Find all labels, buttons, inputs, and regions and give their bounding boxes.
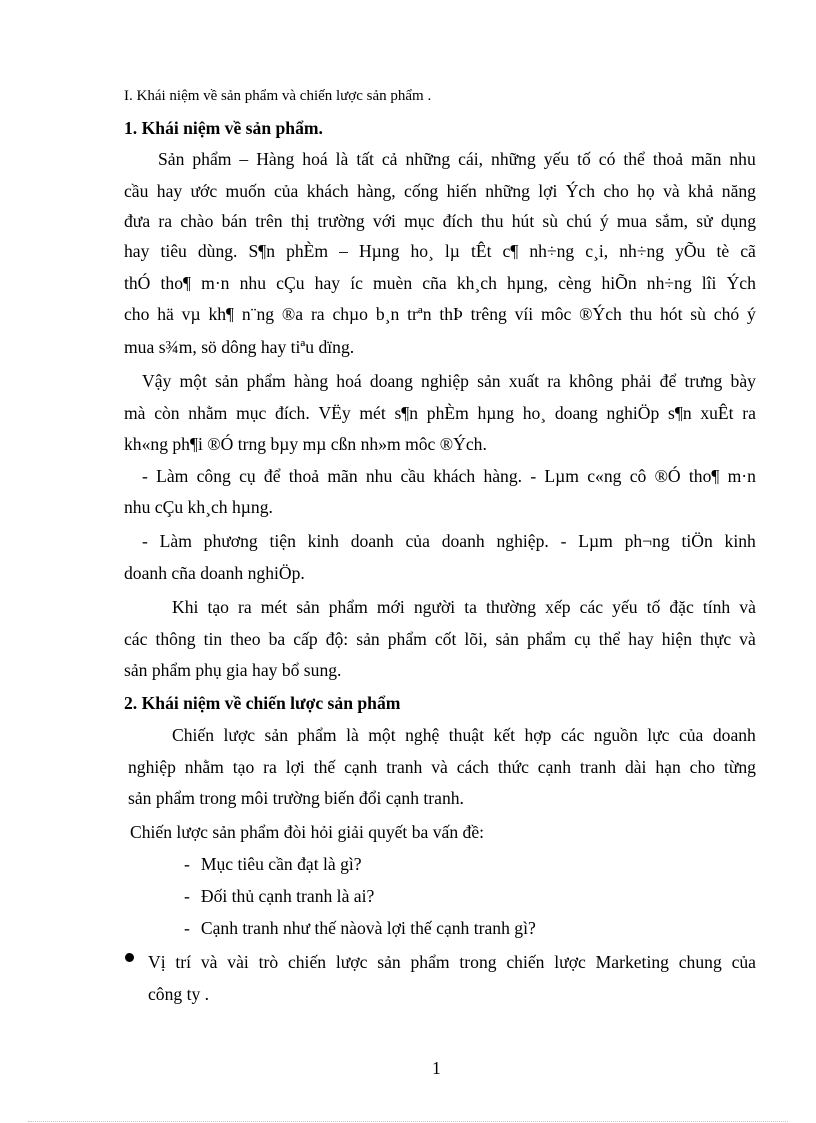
word: những — [485, 181, 530, 201]
word: phẩm — [387, 629, 427, 649]
word: nh÷ng — [529, 241, 575, 261]
word: phẩm — [526, 629, 567, 649]
word: cạnh — [344, 757, 378, 777]
word: tất — [356, 149, 374, 169]
word: - — [142, 466, 148, 486]
word: ra — [742, 403, 756, 423]
word: c¸i, — [585, 241, 609, 261]
word: là — [335, 149, 349, 169]
word: m·n — [201, 273, 230, 293]
word: sản — [377, 952, 401, 972]
word: VËy — [318, 403, 351, 423]
word: hiến — [446, 181, 477, 201]
word: nghiệp — [421, 371, 469, 391]
word: đích — [442, 211, 473, 231]
dash-item-3: - Cạnh tranh như thế nàovà lợi thế cạnh tranh gì? — [184, 918, 536, 938]
word: trưng — [684, 371, 723, 391]
word: thoả — [288, 466, 320, 486]
word: và — [200, 952, 218, 972]
word: cách — [456, 757, 489, 777]
word: lợi — [285, 757, 305, 777]
word: cạnh — [537, 757, 572, 777]
dash-item-1: - Mục tiêu cần đạt là gì? — [184, 854, 362, 874]
word: hoá — [336, 371, 362, 391]
word: sử — [696, 211, 713, 231]
word: thoả — [652, 149, 684, 169]
p3-line-2: nhu cÇu kh¸ch hµng. — [124, 497, 273, 517]
word: ra — [158, 211, 173, 231]
word: phẩm — [328, 597, 368, 617]
word: n¨ng — [241, 304, 275, 324]
word: để — [263, 466, 281, 486]
word: Chiến — [172, 725, 215, 745]
word: kết — [493, 725, 515, 745]
word: Hµng — [358, 241, 400, 261]
word: ý — [599, 211, 609, 231]
word: của — [273, 181, 299, 201]
word: cho — [124, 304, 150, 324]
word: cho — [689, 757, 716, 777]
word: yếu — [612, 597, 638, 617]
word: sù — [690, 304, 706, 324]
word: tÊt — [470, 241, 492, 261]
dash-marker: - — [184, 918, 190, 938]
word: Ých — [726, 273, 756, 293]
word: chiến — [506, 952, 545, 972]
word: đặc — [669, 597, 694, 617]
word: hút — [511, 211, 535, 231]
word: của — [405, 531, 430, 551]
word: và — [739, 597, 756, 617]
word: Ých — [565, 181, 596, 201]
word: trêng — [470, 304, 507, 324]
word: chung — [678, 952, 722, 972]
word: nguồn — [593, 725, 638, 745]
word: những — [405, 149, 451, 169]
word: sản — [356, 629, 380, 649]
section-2-title: 2. Khái niệm về chiến lược sản phẩm — [124, 693, 401, 713]
word: hàng, — [357, 181, 396, 201]
word: sản — [495, 629, 519, 649]
word: một — [368, 725, 396, 745]
word: của — [731, 952, 756, 972]
word: lîi — [701, 273, 717, 293]
word: bày — [730, 371, 756, 391]
word: tạo — [232, 757, 255, 777]
p1-line-2 — [124, 180, 756, 202]
word: Marketing — [595, 952, 669, 972]
word: lực — [647, 725, 670, 745]
word: thường — [485, 597, 537, 617]
word: nghiÖp — [606, 403, 660, 423]
word: c«ng — [587, 466, 622, 486]
word: m·n — [727, 466, 756, 486]
word: người — [413, 597, 456, 617]
word: sản — [477, 371, 501, 391]
word: dài — [624, 757, 647, 777]
word: thức — [497, 757, 529, 777]
word: thể — [598, 629, 621, 649]
word: S¶n — [248, 241, 276, 261]
word: với — [372, 211, 396, 231]
word: kh¸ch — [456, 273, 497, 293]
word: chào — [180, 211, 214, 231]
word: thể — [623, 149, 645, 169]
word: sắm, — [655, 211, 689, 231]
word: hay — [156, 181, 183, 201]
word: lược — [335, 952, 368, 972]
word: dùng. — [197, 241, 238, 261]
word: và — [663, 181, 680, 201]
word: tố — [646, 597, 661, 617]
word: thị — [290, 211, 310, 231]
word: phải — [621, 371, 652, 391]
word: khách — [433, 466, 476, 486]
word: sản — [215, 371, 239, 391]
word: mới — [376, 597, 405, 617]
word: thu — [629, 304, 653, 324]
word: công — [196, 466, 231, 486]
word: s¶n — [394, 403, 419, 423]
word: tho¶ — [160, 273, 191, 293]
word: phÈm — [286, 241, 329, 261]
word: hàng — [293, 371, 329, 391]
word: cô — [629, 466, 647, 486]
word: thông — [155, 629, 196, 649]
word: nhu — [239, 273, 267, 293]
word: ho¸ — [522, 403, 547, 423]
p3-line-1 — [142, 465, 756, 487]
section-heading: I. Khái niệm về sản phẩm và chiến lược sản phẩm . — [124, 88, 432, 104]
word: thÞ — [439, 304, 463, 324]
word: trªn — [407, 304, 432, 324]
word: - — [530, 466, 537, 486]
word: bán — [221, 211, 248, 231]
word: muèn — [373, 273, 413, 293]
word: nghiệp — [128, 757, 176, 777]
word: Làm — [159, 531, 192, 551]
word: từng — [723, 757, 756, 777]
p5-line-3: sản phẩm phụ gia hay bổ sung. — [124, 660, 342, 680]
word: sản — [296, 597, 320, 617]
word: ph¬ng — [624, 531, 670, 551]
dash-marker: - — [184, 854, 190, 874]
word: tiêu — [160, 241, 187, 261]
word: cái, — [458, 149, 484, 169]
p2-line-1 — [142, 370, 756, 392]
word: vµ — [181, 304, 201, 324]
word: cụ — [574, 629, 591, 649]
word: doang — [554, 403, 598, 423]
word: môc — [541, 304, 572, 324]
p1-line-1 — [158, 148, 756, 170]
word: chú — [566, 211, 592, 231]
word: s¶n — [668, 403, 692, 423]
page-bottom-divider — [28, 1121, 788, 1122]
word: lược — [554, 952, 586, 972]
word: và — [431, 757, 448, 777]
word: để — [659, 371, 677, 391]
word: - — [560, 531, 567, 551]
word: Vị — [148, 952, 166, 972]
word: mục — [236, 403, 267, 423]
word: tho¶ — [688, 466, 720, 486]
p2-line-3: kh«ng ph¶i ®Ó trng bµy mµ cßn nh»m môc ®Ých. — [124, 434, 487, 454]
word: tranh — [386, 757, 423, 777]
word: cèng — [558, 273, 592, 293]
word: kh¶ — [208, 304, 235, 324]
word: – — [239, 149, 249, 169]
word: còn — [154, 403, 180, 423]
word: ®Ó — [654, 466, 681, 486]
word: nh÷ng — [646, 273, 692, 293]
word: phẩm — [246, 371, 286, 391]
word: cầu — [124, 181, 149, 201]
word: đưa — [124, 211, 151, 231]
p2-line-2 — [124, 402, 756, 424]
word: b¸n — [375, 304, 400, 324]
word: mét — [260, 597, 288, 617]
word: íc — [350, 273, 363, 293]
word: kinh — [307, 531, 339, 551]
word: ra — [263, 757, 277, 777]
word: năng — [721, 181, 756, 201]
word: xuất — [508, 371, 540, 391]
word: tè — [716, 241, 730, 261]
word: hiÕn — [601, 273, 637, 293]
word: độ: — [325, 629, 349, 649]
word: doang — [369, 371, 413, 391]
word: ý — [747, 304, 756, 324]
word: doanh — [441, 531, 485, 551]
word: lµ — [444, 241, 460, 261]
p1-line-7: mua s¾m, sö dông hay tiªu dïng. — [124, 337, 355, 357]
word: kinh — [724, 531, 756, 551]
word: phẩm — [192, 149, 232, 169]
word: phương — [203, 531, 258, 551]
word: hót — [659, 304, 683, 324]
word: ra — [310, 304, 325, 324]
word: Vậy — [142, 371, 172, 391]
word: ra — [547, 371, 561, 391]
word: ®a — [281, 304, 304, 324]
word: các — [560, 725, 585, 745]
word: cấp — [293, 629, 318, 649]
dash-marker: - — [184, 886, 190, 906]
p4-line-1 — [142, 530, 756, 552]
word: vài — [227, 952, 249, 972]
word: yÕu — [675, 241, 706, 261]
word: yếu — [543, 149, 570, 169]
word: thực — [700, 629, 732, 649]
word: ước — [190, 181, 218, 201]
word: hµng, — [507, 273, 548, 293]
word: trong — [459, 952, 497, 972]
p6-line-2 — [128, 756, 756, 778]
word: thu — [481, 211, 504, 231]
word: cho — [603, 181, 629, 201]
word: mà — [124, 403, 146, 423]
word: trí — [175, 952, 192, 972]
word: hiện — [661, 629, 693, 649]
word: dụng — [720, 211, 756, 231]
word: lõi, — [464, 629, 488, 649]
word: cốt — [434, 629, 457, 649]
word: Hàng — [256, 149, 295, 169]
word: doanh — [712, 725, 756, 745]
word: chiến — [287, 952, 327, 972]
word: nhằm — [184, 757, 224, 777]
word: Làm — [156, 466, 189, 486]
word: tiÖn — [681, 531, 713, 551]
word: cã — [740, 241, 756, 261]
word: những — [491, 149, 536, 169]
word: doanh — [350, 531, 394, 551]
word: muốn — [225, 181, 266, 201]
word: c¶ — [502, 241, 519, 261]
word: nhằm — [188, 403, 228, 423]
word: Sản — [158, 149, 185, 169]
word: cÇu — [276, 273, 305, 293]
p4-line-2: doanh cña doanh nghiÖp. — [124, 563, 305, 583]
word: tin — [203, 629, 223, 649]
word: mua — [616, 211, 648, 231]
word: trò — [258, 952, 279, 972]
word: khách — [306, 181, 349, 201]
word: hàng. — [483, 466, 523, 486]
word: cụ — [239, 466, 256, 486]
word: và — [739, 629, 756, 649]
word: khả — [688, 181, 714, 201]
p6-line-1 — [172, 724, 756, 746]
word: hạn — [655, 757, 681, 777]
word: là — [346, 725, 359, 745]
word: của — [678, 725, 704, 745]
p1-line-4 — [124, 240, 756, 262]
word: nh÷ng — [619, 241, 665, 261]
word: thế — [313, 757, 336, 777]
word: xuÊt — [700, 403, 734, 423]
word: sản — [264, 725, 288, 745]
word: ba — [268, 629, 286, 649]
word: víi — [514, 304, 534, 324]
word: nhu — [729, 149, 756, 169]
word: hợp — [524, 725, 552, 745]
word: họ — [637, 181, 655, 201]
word: thÓ — [124, 273, 151, 293]
word: xếp — [545, 597, 571, 617]
word: tiện — [269, 531, 296, 551]
word: trên — [255, 211, 283, 231]
word: – — [339, 241, 348, 261]
word: hµng — [477, 403, 515, 423]
word: ra — [238, 597, 252, 617]
word: cống — [404, 181, 439, 201]
word: nghệ — [405, 725, 440, 745]
word: hä — [157, 304, 174, 324]
bullet-line-2: công ty . — [148, 984, 210, 1004]
word: phÈm — [426, 403, 469, 423]
bullet-line-1 — [148, 951, 756, 973]
word: lợi — [538, 181, 558, 201]
bullet-icon — [125, 953, 134, 962]
word: tranh — [579, 757, 617, 777]
word: ta — [464, 597, 477, 617]
word: hoá — [302, 149, 328, 169]
p6-line-3: sản phẩm trong môi trường biến đổi cạnh tranh. — [128, 788, 464, 808]
word: ®Ých — [579, 304, 622, 324]
word: hay — [314, 273, 341, 293]
word: đích. — [275, 403, 310, 423]
word: tính — [702, 597, 731, 617]
p5-line-1 — [172, 596, 756, 618]
word: chµo — [332, 304, 368, 324]
word: Lµm — [544, 466, 579, 486]
word: lược — [223, 725, 256, 745]
word: mãn — [327, 466, 358, 486]
word: Lµm — [578, 531, 613, 551]
dash-item-2: - Đối thủ cạnh tranh là ai? — [184, 886, 375, 906]
p1-line-6 — [124, 303, 756, 325]
p7-line: Chiến lược sản phẩm đòi hỏi giải quyết ba vấn đề: — [130, 822, 485, 842]
word: chó — [713, 304, 740, 324]
word: mét — [359, 403, 386, 423]
word: hay — [628, 629, 654, 649]
word: hay — [124, 241, 150, 261]
word: - — [142, 531, 148, 551]
word: theo — [230, 629, 261, 649]
word: các — [124, 629, 148, 649]
p5-line-2 — [124, 628, 756, 650]
p1-line-3 — [124, 210, 756, 232]
word: các — [579, 597, 604, 617]
word: nghiệp. — [496, 531, 549, 551]
word: Khi — [172, 597, 199, 617]
page-number: 1 — [432, 1058, 441, 1078]
word: cña — [422, 273, 447, 293]
word: không — [569, 371, 614, 391]
word: trường — [317, 211, 365, 231]
p1-line-5 — [124, 272, 756, 294]
word: thuật — [448, 725, 484, 745]
word: một — [179, 371, 207, 391]
word: mãn — [691, 149, 722, 169]
word: mục — [404, 211, 435, 231]
word: cả — [381, 149, 398, 169]
word: tố — [577, 149, 591, 169]
word: phẩm — [410, 952, 450, 972]
word: tạo — [207, 597, 229, 617]
word: sù — [542, 211, 559, 231]
word: cầu — [400, 466, 425, 486]
section-1-title: 1. Khái niệm về sản phẩm. — [124, 118, 323, 138]
word: phẩm — [297, 725, 337, 745]
word: ho¸ — [410, 241, 434, 261]
word: có — [598, 149, 616, 169]
word: nhu — [365, 466, 393, 486]
